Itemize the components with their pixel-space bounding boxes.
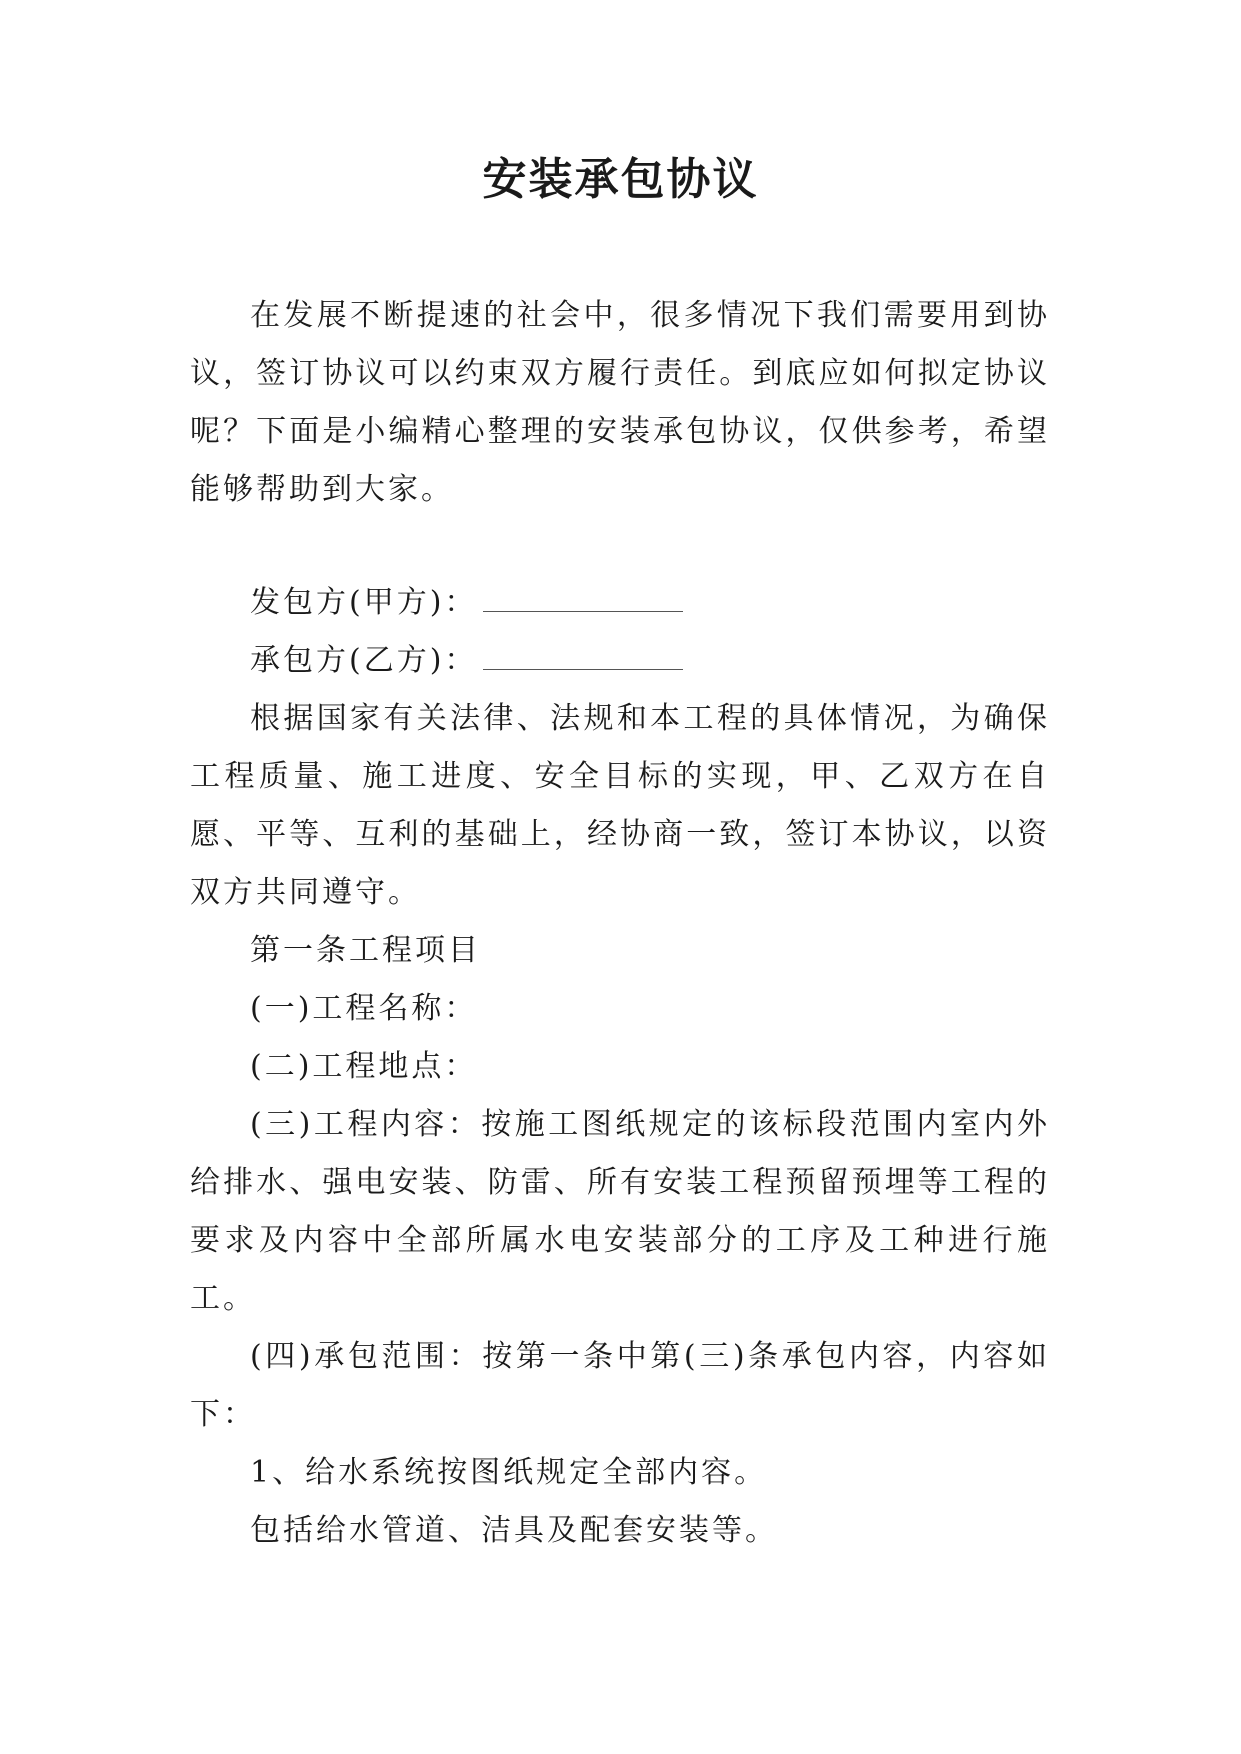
party-b-label: 承包方(乙方)： (250, 643, 478, 678)
article1-heading: 第一条工程项目 (250, 933, 481, 968)
scope-item-water-supply-detail: 包括给水管道、洁具及配套安装等。 (250, 1513, 778, 1548)
item-project-content: (三)工程内容：按施工图纸规定的该标段范围内室内外给排水、强电安装、防雷、所有安装工程预留预埋等工程的要求及内容中全部所属水电安装部分的工序及工种进行施工。 (190, 1107, 1050, 1316)
party-b-line (190, 632, 1050, 690)
scope-item-water-supply: 1、给水系统按图纸规定全部内容。 (250, 1455, 768, 1490)
preamble-paragraph: 根据国家有关法律、法规和本工程的具体情况，为确保工程质量、施工进度、安全目标的实现，甲、乙双方在自愿、平等、互利的基础上，经协商一致，签订本协议，以资双方共同遵守。 (190, 701, 1050, 910)
item-project-location: (二)工程地点： (250, 1049, 478, 1084)
party-b-blank (483, 641, 683, 670)
intro-section (190, 287, 1050, 519)
intro-paragraph: 在发展不断提速的社会中，很多情况下我们需要用到协议，签订协议可以约束双方履行责任。到底应如何拟定协议呢？下面是小编精心整理的安装承包协议，仅供参考，希望能够帮助到大家。 (190, 298, 1050, 507)
party-a-label: 发包方(甲方)： (250, 585, 478, 620)
item-contract-scope: (四)承包范围：按第一条中第(三)条承包内容，内容如下： (190, 1339, 1050, 1432)
document-title: 安装承包协议 (482, 154, 759, 205)
item-project-name: (一)工程名称： (250, 991, 478, 1026)
party-a-blank (483, 583, 683, 612)
party-a-line (190, 574, 1050, 632)
agreement-body (190, 574, 1050, 1560)
